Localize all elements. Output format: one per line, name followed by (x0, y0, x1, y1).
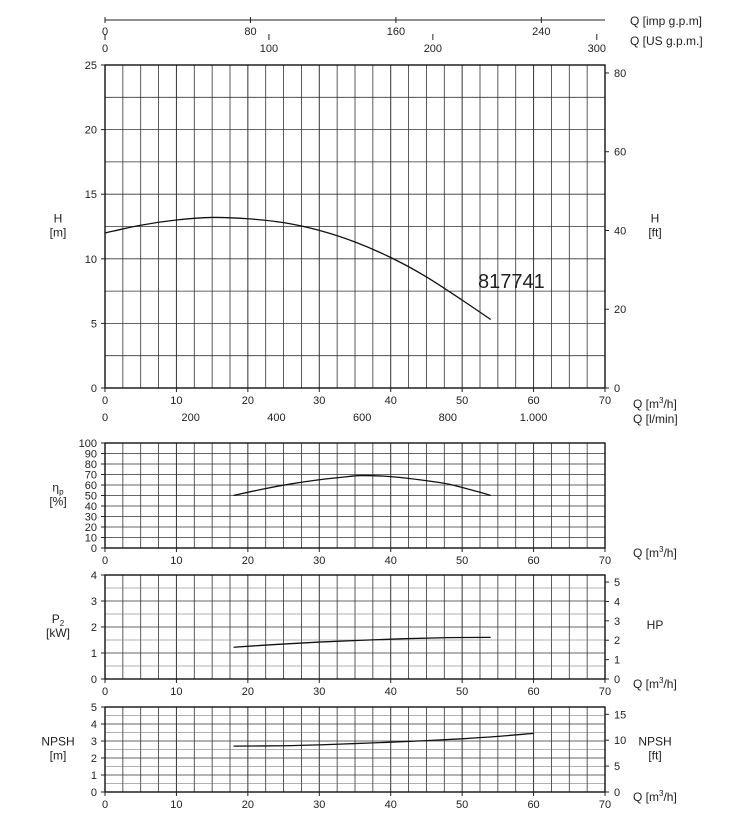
x-axis-label-sup: 3 (659, 545, 664, 554)
x-axis-label-sup: 3 (659, 789, 664, 798)
right-axis-label: NPSH (638, 734, 672, 749)
x-tick-label: 20 (241, 799, 254, 811)
y-axis-unit: [m] (49, 225, 67, 240)
x-tick-label: 70 (598, 799, 612, 811)
curve-npsh (234, 733, 534, 746)
x-tick-label: 0 (101, 799, 109, 811)
y-tick-label: 5 (90, 702, 97, 714)
y-axis-symbol: P (51, 612, 60, 626)
y-tick-label: 0 (90, 383, 97, 395)
x-axis-label (633, 396, 677, 411)
x-tick-label: 30 (313, 555, 326, 567)
y-tick-label: 2 (90, 622, 97, 634)
x-tick-label: 30 (313, 686, 326, 698)
curve-efficiency (234, 476, 491, 496)
x-axis-label-text: Q [m (633, 546, 659, 560)
top-axis-label: Q [imp g.p.m] (630, 14, 703, 28)
x-tick-label: 70 (598, 686, 612, 698)
right-y-tick-label: 0 (614, 383, 621, 395)
x-axis-label-tail: /h] (663, 397, 677, 411)
top-axis-tick-label: 300 (587, 43, 606, 55)
x-axis-label-text: Q [m (633, 790, 659, 804)
right-y-tick-label: 0 (614, 787, 621, 799)
x-tick-label: 20 (241, 686, 254, 698)
x-tick-label: 60 (527, 555, 540, 567)
x-tick-label: 10 (170, 686, 183, 698)
y-tick-label: 0 (90, 543, 97, 555)
right-y-tick-label: 0 (614, 674, 621, 686)
y-axis-symbol: η (52, 480, 60, 495)
y-tick-label: 2 (90, 753, 97, 765)
x-tick-label: 30 (313, 799, 326, 811)
right-y-tick-label: 5 (614, 577, 621, 590)
x-tick-label: 70 (598, 395, 612, 407)
x-tick-label: 50 (456, 799, 469, 811)
y-axis-symbol: H (53, 211, 63, 226)
right-y-tick-label: 40 (614, 225, 627, 238)
x-tick-label: 50 (456, 395, 469, 407)
x-axis-label-sup: 3 (659, 396, 664, 405)
right-y-tick-label: 3 (614, 615, 621, 628)
y-axis-label (54, 212, 63, 226)
lmin-tick-label: 400 (267, 412, 286, 424)
y-tick-label: 80 (84, 459, 97, 471)
lmin-tick-label: 0 (101, 412, 109, 424)
curve-power (234, 637, 491, 647)
right-y-tick-label: 10 (614, 735, 627, 748)
y-tick-label: 10 (84, 532, 97, 545)
top-axis-tick-label: 0 (101, 26, 109, 38)
x-axis-label-tail: /h] (663, 790, 677, 804)
y-axis-unit: [kW] (46, 626, 70, 640)
x-tick-label: 50 (456, 686, 469, 698)
x-tick-label: 60 (527, 799, 540, 811)
x-tick-label: 60 (527, 395, 540, 407)
x-tick-label: 40 (384, 395, 397, 407)
x-axis-label-text: Q [m (633, 397, 659, 411)
x-axis-label (633, 676, 677, 691)
y-axis-unit: [%] (49, 494, 67, 509)
x-tick-label: 40 (384, 686, 397, 698)
x-tick-label: 20 (241, 395, 254, 407)
top-axis-tick-label: 80 (244, 26, 257, 38)
right-y-tick-label: 1 (614, 654, 621, 667)
right-y-tick-label: 5 (614, 761, 621, 774)
top-axis-tick-label: 200 (423, 43, 443, 55)
x-tick-label: 70 (598, 555, 612, 567)
x-axis-label-text: Q [m (633, 677, 659, 691)
lmin-tick-label: 800 (438, 412, 458, 424)
y-tick-label: 20 (84, 124, 97, 137)
y-tick-label: 70 (84, 469, 97, 482)
x-tick-label: 40 (384, 555, 397, 567)
top-axis-tick-label: 240 (532, 26, 551, 38)
right-y-tick-label: 60 (614, 146, 627, 159)
lmin-tick-label: 600 (352, 412, 372, 424)
y-tick-label: 4 (90, 719, 97, 731)
right-y-tick-label: 2 (614, 635, 621, 648)
y-tick-label: 40 (84, 501, 97, 513)
right-y-tick-label: 80 (614, 67, 627, 80)
y-tick-label: 15 (84, 189, 97, 202)
x-tick-label: 0 (101, 686, 109, 698)
right-axis-label: H (650, 211, 660, 226)
y-tick-label: 4 (90, 570, 97, 582)
y-tick-label: 5 (90, 318, 97, 331)
x-tick-label: 40 (384, 799, 397, 811)
y-axis-label (41, 735, 74, 749)
x-tick-label: 30 (313, 395, 326, 407)
y-tick-label: 60 (84, 480, 97, 492)
x-tick-label: 50 (456, 555, 469, 567)
lmin-axis-label: Q [l/min] (633, 412, 678, 426)
x-tick-label: 0 (101, 555, 109, 567)
x-axis-label-tail: /h] (663, 677, 677, 691)
y-tick-label: 30 (84, 511, 97, 524)
y-tick-label: 3 (90, 596, 97, 608)
x-axis-label (633, 789, 677, 804)
y-tick-label: 50 (84, 490, 97, 503)
y-axis-subscript: 2 (59, 619, 65, 628)
y-axis-symbol: NPSH (41, 734, 75, 749)
top-axis-tick-label: 0 (101, 43, 109, 55)
x-axis-label (633, 545, 677, 560)
y-tick-label: 0 (90, 787, 97, 799)
x-tick-label: 10 (170, 799, 183, 811)
y-tick-label: 3 (90, 736, 97, 748)
curve-head (105, 217, 491, 319)
top-axis-label: Q [US g.p.m.] (630, 34, 703, 48)
right-axis-label: HP (646, 618, 664, 632)
y-axis-unit: [m] (49, 748, 67, 763)
top-axis-tick-label: 100 (259, 43, 279, 55)
x-tick-label: 0 (101, 395, 109, 407)
right-y-tick-label: 20 (614, 304, 627, 317)
y-tick-label: 90 (84, 448, 97, 461)
y-tick-label: 1 (90, 648, 97, 660)
x-tick-label: 60 (527, 686, 540, 698)
top-axis-tick-label: 160 (386, 26, 406, 38)
y-tick-label: 0 (90, 674, 97, 686)
x-tick-label: 10 (170, 555, 183, 567)
y-tick-label: 10 (84, 253, 97, 266)
y-tick-label: 100 (78, 438, 97, 450)
y-axis-subscript: p (59, 487, 64, 497)
y-tick-label: 1 (90, 770, 97, 782)
x-tick-label: 20 (241, 555, 254, 567)
right-y-tick-label: 4 (614, 596, 621, 609)
x-tick-label: 10 (170, 395, 183, 407)
right-axis-unit: [ft] (648, 225, 662, 240)
lmin-tick-label: 1.000 (519, 412, 548, 424)
y-tick-label: 25 (84, 60, 97, 72)
model-number-label: 817741 (478, 271, 545, 293)
lmin-tick-label: 200 (181, 412, 200, 424)
y-tick-label: 20 (84, 522, 97, 534)
x-axis-label-tail: /h] (663, 546, 677, 560)
right-axis-unit: [ft] (648, 748, 662, 763)
x-axis-label-sup: 3 (659, 676, 664, 685)
right-y-tick-label: 15 (614, 709, 627, 722)
